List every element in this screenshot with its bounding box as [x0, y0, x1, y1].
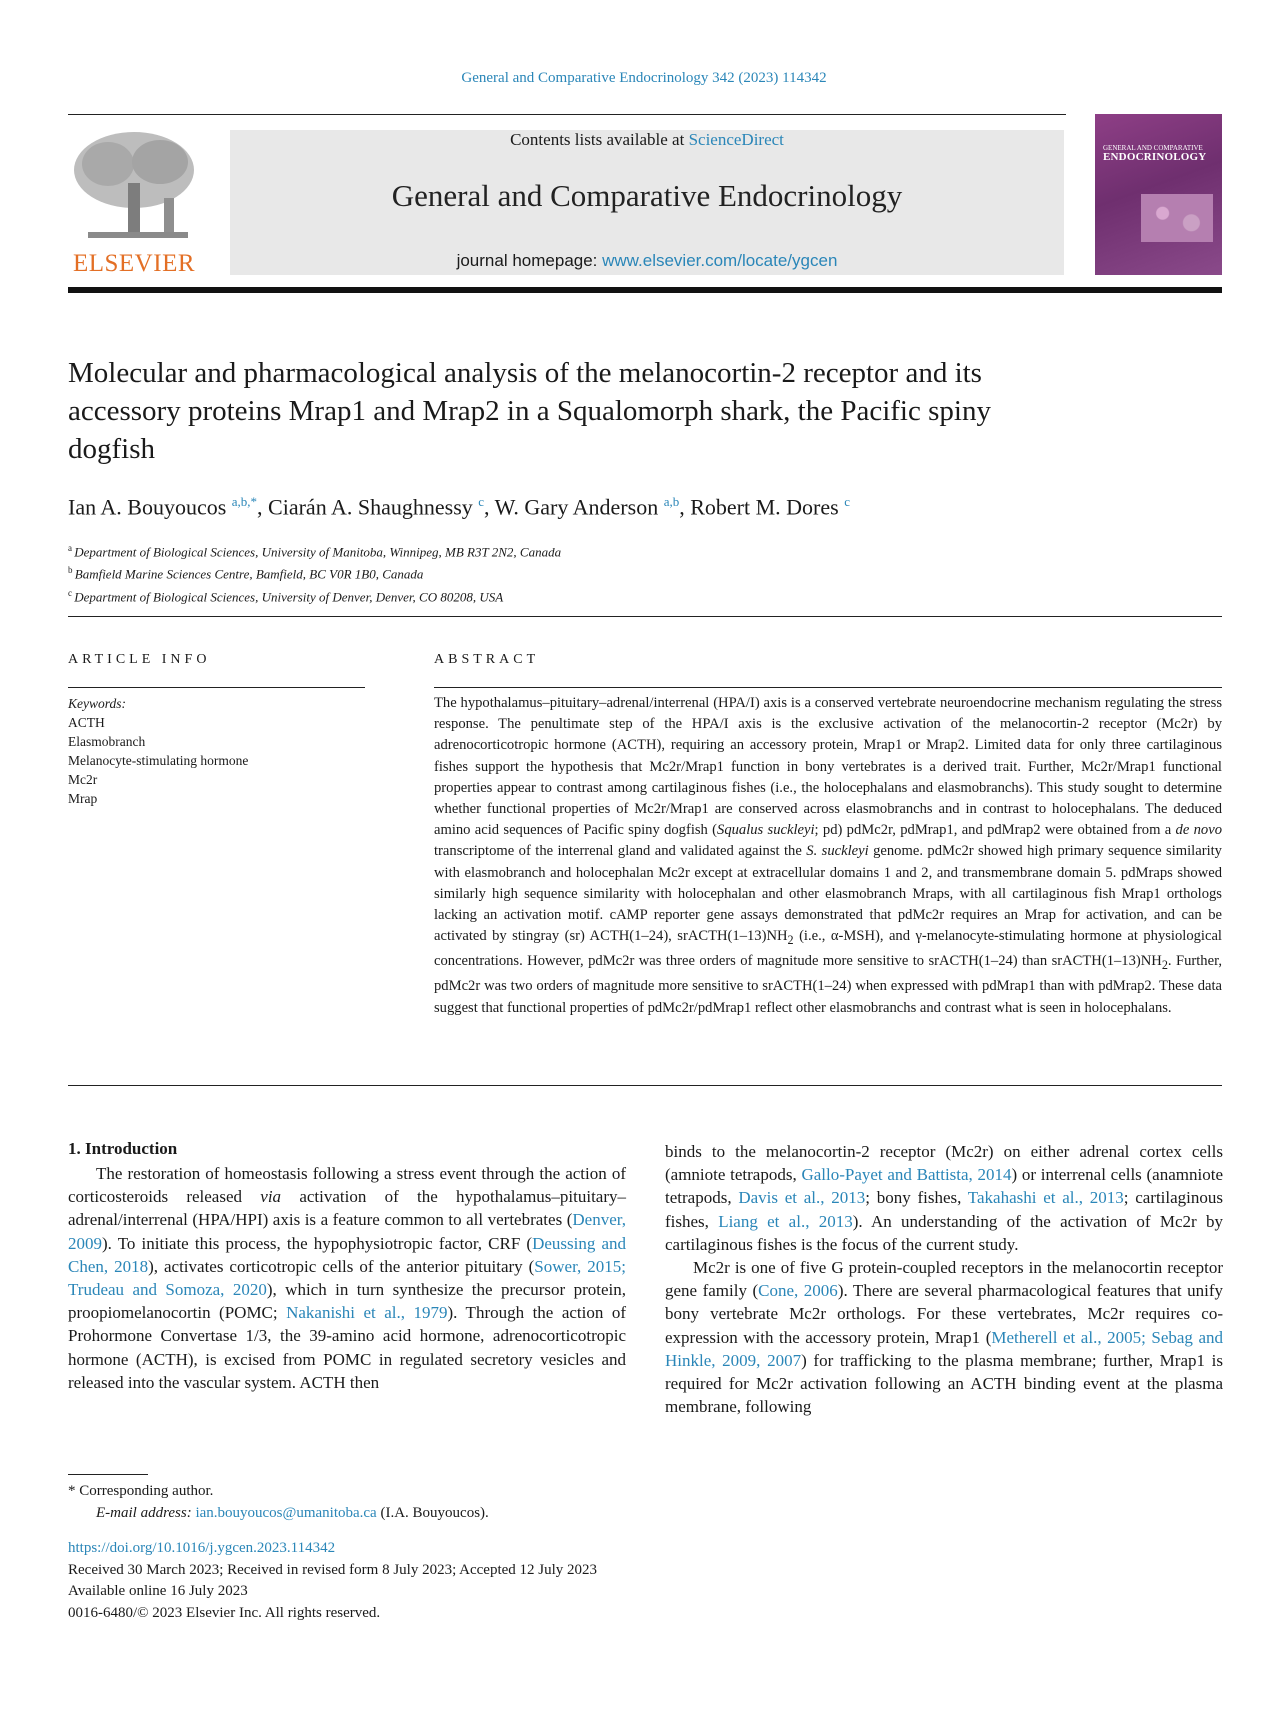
- abstract-text: [434, 693, 1222, 1019]
- publication-info: [68, 1538, 597, 1624]
- body-citation-link[interactable]: Deussing and Chen, 2018: [68, 1233, 626, 1276]
- abstract-subscript: 2: [1161, 958, 1168, 973]
- body-citation-link[interactable]: Denver, 2009: [68, 1210, 626, 1253]
- divider-rule: [68, 616, 1222, 617]
- body-text: Mc2r is one of five G protein-coupled receptors in the melanocortin receptor gene family (: [665, 1258, 1223, 1301]
- body-citation-link[interactable]: Cone, 2006: [758, 1281, 838, 1301]
- author-name[interactable]: W. Gary Anderson: [494, 494, 664, 520]
- abstract-text: (i.e., α-MSH), and γ-melanocyte-stimulating hormone at physiological concentrations. However, pdMc2r was three orders of magnitude more sensitive to srACTH(1–24) than srACTH(1–13)NH: [434, 928, 1222, 970]
- affiliation-text: Department of Biological Sciences, University of Denver, Denver, CO 80208, USA: [74, 588, 504, 604]
- received-dates: Received 30 March 2023; Received in revised form 8 July 2023; Accepted 12 July 2023: [68, 1561, 598, 1578]
- intro-heading: 1. Introduction: [68, 1139, 178, 1158]
- affiliation-text: Department of Biological Sciences, University of Manitoba, Winnipeg, MB R3T 2N2, Canada: [74, 544, 562, 560]
- contents-prefix: Contents lists available at: [510, 130, 689, 149]
- author-separator: ,: [257, 494, 269, 520]
- affiliation-text: Bamfield Marine Sciences Centre, Bamfield, BC V0R 1B0, Canada: [74, 566, 424, 582]
- keywords-block: [68, 694, 248, 808]
- footnote: [68, 1480, 489, 1524]
- intro-paragraph-continued: [665, 1140, 1223, 1256]
- keyword: Elasmobranch: [68, 734, 146, 749]
- cover-big-title: ENDOCRINOLOGY: [1103, 151, 1207, 163]
- author-separator: ,: [484, 494, 495, 520]
- body-text: ; bony fishes,: [865, 1188, 968, 1208]
- keywords-label: Keywords:: [68, 696, 126, 711]
- body-citation-link[interactable]: Davis et al., 2013: [738, 1188, 866, 1208]
- abstract-text: ; pd) pdMc2r, pdMrap1, and pdMrap2 were obtained from a: [814, 822, 1176, 839]
- abstract-text: genome. pdMc2r showed high primary sequence similarity with elasmobranch and holocephalan Mc2r except at extracellular domains 1 and 2, and transmembrane domain 5. pdMraps showed similarly high sequence similarity with holocephalan and other elasmobranch Mraps, with all cartilaginous fish Mrap1 orthologs lacking an activation motif. cAMP reporter gene assays demonstrated that pdMc2r requires an Mrap for activation, and can be activated by stingray (sr) ACTH(1–24), srACTH(1–13)NH: [434, 843, 1222, 945]
- body-citation-link[interactable]: Metherell et al., 2005; Sebag and Hinkle, 2009, 2007: [665, 1327, 1223, 1370]
- cover-title: [1103, 144, 1216, 162]
- author-name[interactable]: Ciarán A. Shaughnessy: [268, 494, 479, 520]
- body-citation-link[interactable]: Takahashi et al., 2013: [967, 1188, 1124, 1208]
- body-citation-link[interactable]: Sower, 2015; Trudeau and Somoza, 2020: [68, 1256, 626, 1300]
- abstract-rule: [434, 687, 1222, 688]
- affiliations: [68, 539, 561, 606]
- cover-small-title: GENERAL AND COMPARATIVE: [1103, 144, 1203, 152]
- body-italic-text: via: [260, 1187, 282, 1207]
- copyright: 0016-6480/© 2023 Elsevier Inc. All rights reserved.: [68, 1604, 381, 1621]
- journal-name: General and Comparative Endocrinology: [391, 178, 903, 213]
- info-rule: [68, 687, 365, 688]
- homepage-link[interactable]: www.elsevier.com/locate/ygcen: [602, 251, 838, 270]
- author-name[interactable]: Robert M. Dores: [690, 494, 845, 520]
- affiliation-line: [68, 539, 561, 561]
- body-text: ). To initiate this process, the hypophysiotropic factor, CRF (: [102, 1233, 533, 1253]
- email-label: E-mail address:: [96, 1505, 196, 1521]
- homepage-prefix: journal homepage:: [456, 251, 603, 270]
- body-text: ). An understanding of the activation of Mc2r by cartilaginous fishes is the focus of the current study.: [665, 1211, 1223, 1254]
- body-text: ). There are several pharmacological features that unify bony vertebrate Mc2r orthologs. For these vertebrates, Mc2r requires co-expression with the accessory protein, Mrap1 (: [665, 1281, 1223, 1347]
- abstract-italic-text: S. suckleyi: [806, 843, 869, 860]
- abstract-italic-text: de novo: [1175, 822, 1222, 839]
- body-text: The restoration of homeostasis following a stress event through the action of corticosteroids released: [68, 1164, 626, 1207]
- homepage-line: [230, 251, 1064, 271]
- author-affiliation-marker[interactable]: c: [478, 494, 485, 509]
- keyword: Melanocyte-stimulating hormone: [68, 753, 249, 768]
- journal-cover-thumbnail[interactable]: [1095, 114, 1222, 275]
- body-citation-link[interactable]: Liang et al., 2013: [718, 1211, 853, 1231]
- body-text: ), which in turn synthesize the precursor protein, proopiomelanocortin (POMC;: [68, 1280, 626, 1323]
- header-rule: [68, 114, 1066, 115]
- intro-paragraph-2: [665, 1256, 1223, 1418]
- abstract-italic-text: Squalus suckleyi: [717, 822, 815, 839]
- elsevier-wordmark: ELSEVIER: [72, 250, 196, 277]
- body-text: ). Through the action of Prohormone Convertase 1/3, the 39-amino acid hormone, adrenocorticotropic hormone (ACTH), is excised from POMC in regulated secretory vesicles and released into the vascular system. ACTH then: [68, 1303, 626, 1392]
- sciencedirect-link[interactable]: ScienceDirect: [688, 130, 784, 149]
- author-affiliation-marker[interactable]: c: [844, 494, 850, 509]
- body-citation-link[interactable]: Nakanishi et al., 1979: [286, 1303, 448, 1323]
- email-line: [68, 1502, 489, 1524]
- journal-reference[interactable]: General and Comparative Endocrinology 342 (2023) 114342: [461, 70, 827, 86]
- body-text: binds to the melanocortin-2 receptor (Mc2r) on either adrenal cortex cells (amniote tetrapods,: [665, 1142, 1223, 1185]
- article-title: Molecular and pharmacological analysis of the melanocortin-2 receptor and its accessory proteins Mrap1 and Mrap2 in a Squalomorph shark, the Pacific spiny dogfish: [68, 357, 991, 465]
- body-text: activation of the hypothalamus–pituitary–adrenal/interrenal (HPA/HPI) axis is a feature common to all vertebrates (: [68, 1187, 627, 1230]
- body-text: ) for trafficking to the plasma membrane; further, Mrap1 is required for Mc2r activation following an ACTH binding event at the plasma membrane, following: [665, 1350, 1224, 1417]
- body-citation-link[interactable]: Gallo-Payet and Battista, 2014: [801, 1165, 1012, 1185]
- author-separator: ,: [679, 494, 691, 520]
- journal-banner: [230, 130, 1064, 275]
- doi-link[interactable]: https://doi.org/10.1016/j.ygcen.2023.114342: [68, 1540, 336, 1556]
- article-info-heading: ARTICLE INFO: [68, 652, 211, 667]
- keywords-list: [68, 713, 248, 808]
- header-thick-rule: [68, 287, 1222, 293]
- corresponding-author-note: * Corresponding author.: [68, 1483, 214, 1499]
- body-text: ; cartilaginous fishes,: [665, 1188, 1224, 1231]
- email-suffix: (I.A. Bouyoucos).: [376, 1505, 489, 1521]
- contents-line: [230, 130, 1064, 150]
- abstract-text: transcriptome of the interrenal gland and validated against the: [434, 843, 807, 860]
- abstract-text: The hypothalamus–pituitary–adrenal/interrenal (HPA/I) axis is a conserved vertebrate neuroendocrine mechanism regulating the stress response. The penultimate step of the HPA/I axis is the exclusive activation of the melanocortin-2 receptor (Mc2r) by adrenocorticotropic hormone (ACTH), requiring an accessory protein, Mrap1 or Mrap2. Limited data for only three cartilaginous fishes support the hypothesis that Mc2r/Mrap1 function in bony vertebrates is a derived trait. Further, Mc2r/Mrap1 functional properties appear to contrast among cartilaginous fishes (i.e., the holocephalans and elasmobranchs). This study sought to determine whether functional properties of Mc2r/Mrap1 are conserved across elasmobranchs and in contrast to holocephalans. The deduced amino acid sequences of Pacific spiny dogfish (: [434, 695, 1222, 839]
- keyword: ACTH: [68, 715, 105, 730]
- author-affiliation-marker[interactable]: a,b: [663, 494, 680, 509]
- author-name[interactable]: Ian A. Bouyoucos: [68, 494, 232, 520]
- affiliation-marker: c: [68, 587, 75, 598]
- affiliation-marker: a: [68, 543, 75, 553]
- keyword: Mc2r: [68, 772, 98, 787]
- available-online: Available online 16 July 2023: [68, 1583, 248, 1599]
- abstract-text: . Further, pdMc2r was two orders of magnitude more sensitive to srACTH(1–24) when expressed with pdMrap1 than with pdMrap2. These data suggest that functional properties of pdMc2r/pdMrap1 reflect other elasmobranchs and contrast what is seen in holocephalans.: [434, 953, 1223, 1016]
- keyword: Mrap: [68, 791, 98, 806]
- footnote-rule: [68, 1474, 148, 1475]
- body-right-column: [665, 1140, 1223, 1418]
- body-text: ) or interrenal cells (anamniote tetrapods,: [665, 1165, 1223, 1208]
- divider-rule-2: [68, 1085, 1222, 1086]
- author-list: [68, 494, 850, 520]
- cover-image: [1141, 194, 1213, 242]
- intro-paragraph-1: [68, 1162, 626, 1394]
- email-link[interactable]: ian.bouyoucos@umanitoba.ca: [195, 1505, 377, 1521]
- author-affiliation-marker[interactable]: a,b,*: [231, 494, 258, 509]
- body-left-column: [68, 1162, 626, 1394]
- affiliation-marker: b: [68, 565, 75, 576]
- abstract-subscript: 2: [787, 933, 794, 948]
- body-text: ), activates corticotropic cells of the anterior pituitary (: [148, 1256, 535, 1276]
- abstract-heading: ABSTRACT: [434, 652, 540, 667]
- affiliation-line: [68, 561, 561, 583]
- affiliation-line: [68, 584, 561, 606]
